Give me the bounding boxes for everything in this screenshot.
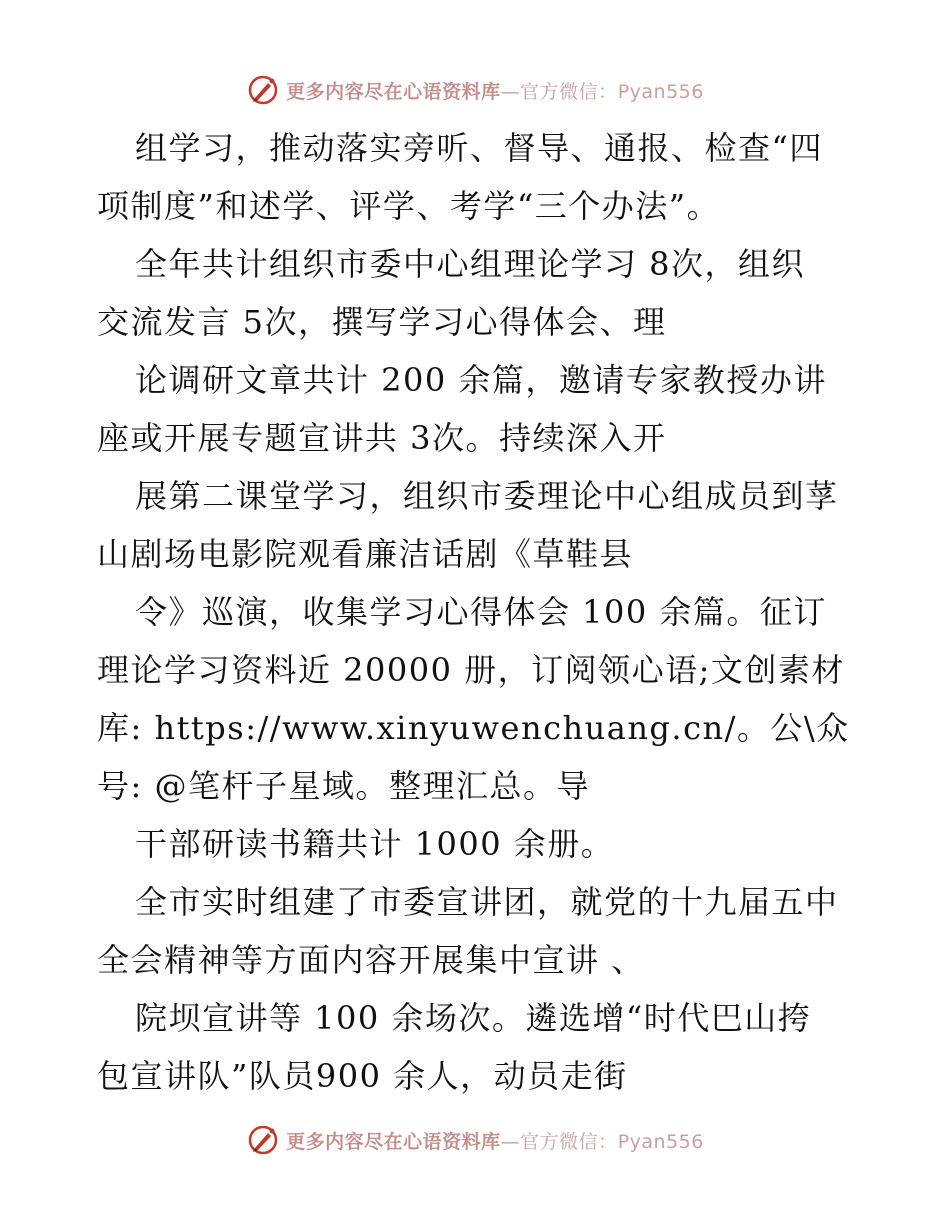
text-line: 组学习，推动落实旁听、督导、通报、检查“四	[135, 129, 823, 167]
watermark-banner-bottom	[0, 1120, 950, 1160]
watermark-text: 更多内容尽在心语资料库—官方微信：Pyan556	[286, 1130, 704, 1153]
text-line: 论调研文章共计 200 余篇，邀请专家教授办讲	[135, 361, 827, 399]
text-line: 交流发言 5次，撰写学习心得体会、理	[97, 303, 667, 341]
text-line: 库: https://www.xinyuwenchuang.cn/。公\众	[97, 709, 850, 747]
text-line: 令》巡演，收集学习心得体会 100 余篇。征订	[135, 593, 827, 631]
watermark-text: 更多内容尽在心语资料库—官方微信：Pyan556	[286, 80, 704, 103]
text-line: 院坝宣讲等 100 余场次。遴选增“时代巴山挎	[135, 999, 812, 1037]
text-line: 座或开展专题宣讲共 3次。持续深入开	[97, 419, 667, 457]
text-line: 全市实时组建了市委宣讲团，就党的十九届五中	[135, 883, 839, 921]
text-line: 干部研读书籍共计 1000 余册。	[135, 825, 615, 863]
text-line: 号: @笔杆子星域。整理汇总。导	[97, 767, 590, 805]
text-line: 项制度”和述学、评学、考学“三个办法”。	[97, 187, 721, 225]
text-line: 理论学习资料近 20000 册，订阅领心语;文创素材	[97, 651, 845, 689]
pen-logo-icon	[246, 1123, 280, 1157]
text-line: 山剧场电影院观看廉洁话剧《草鞋县	[97, 535, 634, 573]
text-line: 全年共计组织市委中心组理论学习 8次，组织	[135, 245, 806, 283]
text-line: 包宣讲队”队员900 余人，动员走街	[97, 1057, 628, 1095]
text-line: 展第二课堂学习，组织市委理论中心组成员到莩	[135, 477, 839, 515]
text-line: 全会精神等方面内容开展集中宣讲 、	[97, 941, 645, 979]
